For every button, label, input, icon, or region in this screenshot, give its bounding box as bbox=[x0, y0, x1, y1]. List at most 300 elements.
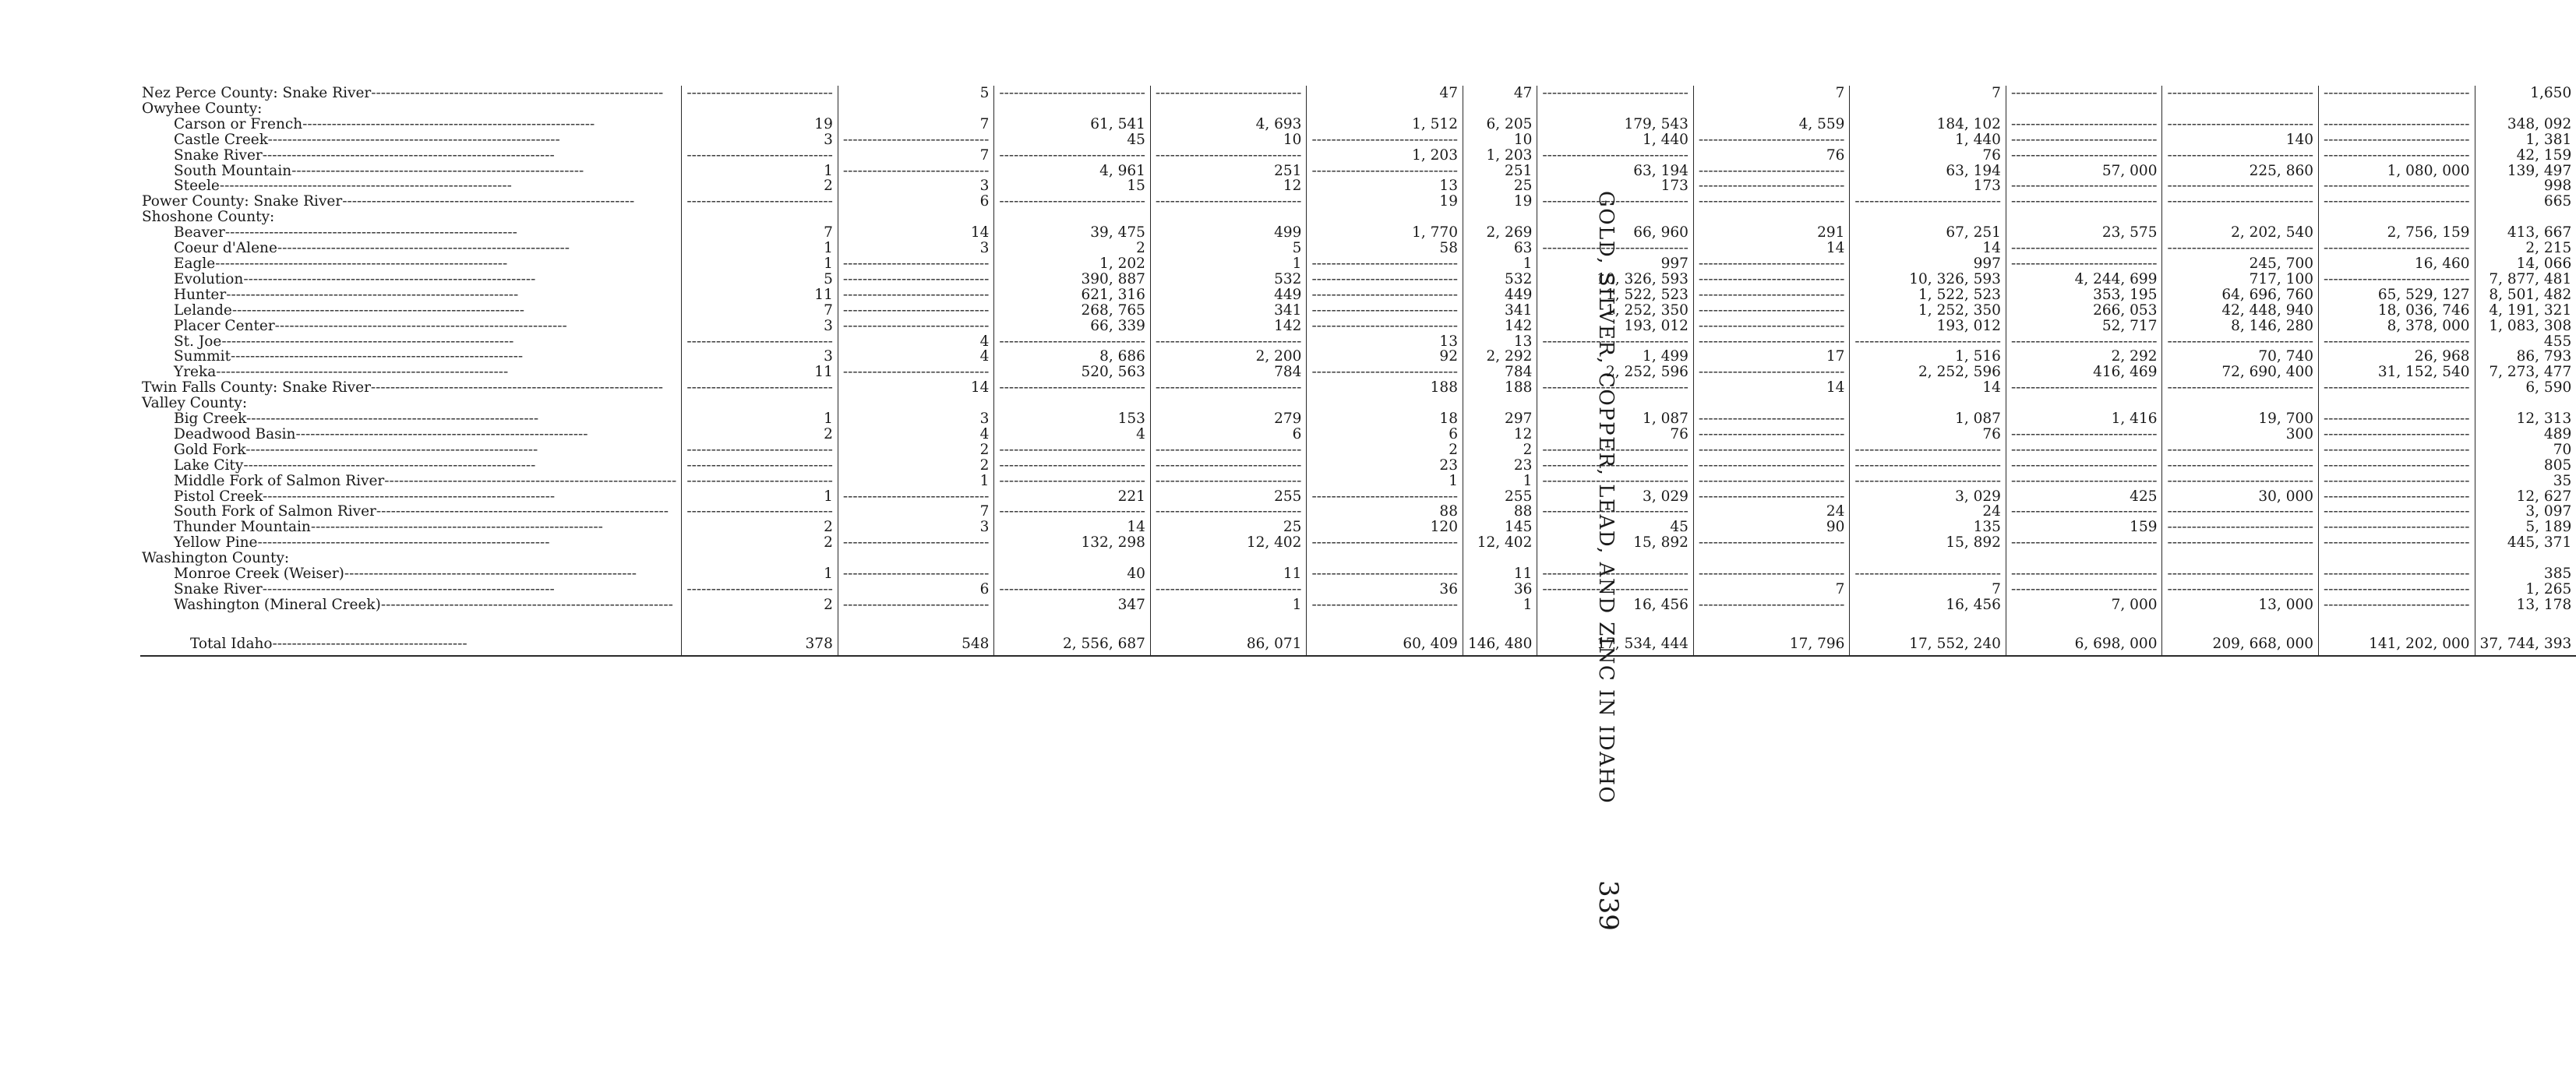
cell-col-9 bbox=[1850, 210, 2006, 225]
row-label-text: Washington (Mineral Creek) bbox=[174, 596, 381, 613]
row-label-text: Gold Fork bbox=[174, 441, 246, 458]
cell-col-7: 173 bbox=[1537, 178, 1694, 194]
cell-col-4: 142 bbox=[1150, 319, 1307, 334]
cell-col-13: 445, 371 bbox=[2475, 535, 2576, 551]
dot-leader: ------------------------------------------------------------ bbox=[226, 286, 519, 303]
cell-col-13: 35 bbox=[2475, 474, 2576, 489]
cell-col-12: 1, 080, 000 bbox=[2319, 164, 2475, 179]
cell-col-12 bbox=[2319, 132, 2475, 148]
county-header-row bbox=[140, 396, 2576, 411]
row-label-text: Snake River bbox=[174, 146, 263, 164]
cell-col-5: 1, 770 bbox=[1307, 225, 1463, 241]
cell-col-2: 14 bbox=[838, 225, 994, 241]
cell-col-6: 341 bbox=[1463, 303, 1537, 319]
row-label bbox=[140, 241, 682, 256]
cell-col-13: 1, 381 bbox=[2475, 132, 2576, 148]
running-title-text: GOLD, SILVER, COPPER, LEAD, AND ZINC IN IDAHO bbox=[1594, 191, 1618, 805]
row-label-text: Twin Falls County: Snake River bbox=[142, 379, 371, 397]
empty-dash: ------------------------------ bbox=[1311, 270, 1458, 287]
empty-dash: ------------------------------ bbox=[1155, 581, 1302, 597]
table-row bbox=[140, 427, 2576, 442]
row-label-text: Eagle bbox=[174, 255, 216, 272]
cell-col-7: 63, 194 bbox=[1537, 164, 1694, 179]
cell-col-4: 449 bbox=[1150, 287, 1307, 303]
cell-col-13: 14, 066 bbox=[2475, 256, 2576, 272]
cell-col-10: 266, 053 bbox=[2006, 303, 2162, 319]
cell-col-11 bbox=[2162, 148, 2319, 164]
cell-col-7 bbox=[1537, 582, 1694, 597]
cell-col-9: 24 bbox=[1850, 504, 2006, 520]
cell-col-6: 1 bbox=[1463, 256, 1537, 272]
cell-col-1 bbox=[682, 380, 838, 396]
cell-col-6: 255 bbox=[1463, 489, 1537, 505]
cell-col-5 bbox=[1307, 272, 1463, 287]
empty-dash: ------------------------------ bbox=[1542, 472, 1689, 489]
cell-col-6: 12, 402 bbox=[1463, 535, 1537, 551]
cell-col-1: 5 bbox=[682, 272, 838, 287]
cell-col-13: 70 bbox=[2475, 442, 2576, 458]
empty-dash: ------------------------------ bbox=[2010, 193, 2158, 210]
cell-col-7: 997 bbox=[1537, 256, 1694, 272]
row-label-text: Big Creek bbox=[174, 411, 247, 428]
cell-col-11 bbox=[2162, 380, 2319, 396]
cell-col-5: 2 bbox=[1307, 442, 1463, 458]
row-label-text: Yreka bbox=[174, 364, 217, 381]
empty-dash: ------------------------------ bbox=[1698, 456, 1845, 474]
cell-col-10: 353, 195 bbox=[2006, 287, 2162, 303]
cell-col-11: 64, 696, 760 bbox=[2162, 287, 2319, 303]
row-label bbox=[140, 210, 682, 225]
empty-dash: ------------------------------ bbox=[999, 85, 1145, 101]
empty-dash: ------------------------------ bbox=[1542, 581, 1689, 597]
cell-col-13: 86, 793 bbox=[2475, 349, 2576, 365]
empty-dash: ------------------------------ bbox=[2167, 581, 2314, 597]
cell-col-8: 4, 559 bbox=[1693, 117, 1850, 132]
row-label bbox=[140, 380, 682, 396]
total-cell-col-9: 17, 552, 240 bbox=[1850, 618, 2006, 656]
cell-col-10 bbox=[2006, 551, 2162, 566]
cell-col-12 bbox=[2319, 241, 2475, 256]
cell-col-5 bbox=[1307, 319, 1463, 334]
cell-col-6: 13 bbox=[1463, 334, 1537, 350]
cell-col-9 bbox=[1850, 474, 2006, 489]
cell-col-13 bbox=[2475, 551, 2576, 566]
cell-col-6: 449 bbox=[1463, 287, 1537, 303]
empty-dash: ------------------------------ bbox=[2324, 240, 2470, 257]
empty-dash: ------------------------------ bbox=[842, 566, 990, 583]
cell-col-5: 120 bbox=[1307, 520, 1463, 535]
cell-col-13: 665 bbox=[2475, 194, 2576, 210]
cell-col-11 bbox=[2162, 535, 2319, 551]
cell-col-6: 188 bbox=[1463, 380, 1537, 396]
empty-dash: ------------------------------ bbox=[1542, 85, 1689, 101]
cell-col-5: 13 bbox=[1307, 334, 1463, 350]
row-label-text: Lake City bbox=[174, 456, 244, 474]
row-label-text: Nez Perce County: Snake River bbox=[142, 85, 372, 101]
empty-dash: ------------------------------ bbox=[1698, 178, 1845, 195]
cell-col-8: 7 bbox=[1693, 86, 1850, 101]
empty-dash: ------------------------------ bbox=[2167, 178, 2314, 195]
empty-dash: ------------------------------ bbox=[2324, 488, 2470, 505]
cell-col-13: 7, 273, 477 bbox=[2475, 365, 2576, 380]
row-label bbox=[140, 504, 682, 520]
cell-col-9: 184, 102 bbox=[1850, 117, 2006, 132]
row-label-text: South Fork of Salmon River bbox=[174, 503, 376, 520]
cell-col-11: 300 bbox=[2162, 427, 2319, 442]
cell-col-1 bbox=[682, 86, 838, 101]
cell-col-10: 416, 469 bbox=[2006, 365, 2162, 380]
cell-col-7 bbox=[1537, 148, 1694, 164]
cell-col-1 bbox=[682, 210, 838, 225]
cell-col-1 bbox=[682, 504, 838, 520]
total-cell-col-13: 37, 744, 393 bbox=[2475, 618, 2576, 656]
cell-col-7: 179, 543 bbox=[1537, 117, 1694, 132]
cell-col-8 bbox=[1693, 210, 1850, 225]
cell-col-1: 11 bbox=[682, 287, 838, 303]
cell-col-4: 10 bbox=[1150, 132, 1307, 148]
dot-leader: ------------------------------------------------------------ bbox=[243, 270, 536, 287]
row-label-text: Coeur d'Alene bbox=[174, 240, 277, 257]
cell-col-8 bbox=[1693, 474, 1850, 489]
cell-col-1 bbox=[682, 442, 838, 458]
dot-leader: ------------------------------------------------------------ bbox=[245, 441, 538, 458]
cell-col-5 bbox=[1307, 164, 1463, 179]
cell-col-3 bbox=[994, 396, 1151, 411]
cell-col-9: 3, 029 bbox=[1850, 489, 2006, 505]
cell-col-12 bbox=[2319, 117, 2475, 132]
cell-col-11 bbox=[2162, 442, 2319, 458]
empty-dash: ------------------------------ bbox=[2324, 441, 2470, 458]
empty-dash: ------------------------------ bbox=[686, 333, 833, 350]
cell-col-9 bbox=[1850, 396, 2006, 411]
empty-dash: ------------------------------ bbox=[1542, 333, 1689, 350]
empty-dash: ------------------------------ bbox=[1542, 193, 1689, 210]
row-label bbox=[140, 582, 682, 597]
empty-dash: ------------------------------ bbox=[2324, 581, 2470, 597]
cell-col-4 bbox=[1150, 334, 1307, 350]
cell-col-3 bbox=[994, 504, 1151, 520]
row-label-text: South Mountain bbox=[174, 162, 292, 179]
cell-col-1 bbox=[682, 396, 838, 411]
cell-col-10 bbox=[2006, 380, 2162, 396]
cell-col-1: 7 bbox=[682, 303, 838, 319]
cell-col-11: 2, 202, 540 bbox=[2162, 225, 2319, 241]
cell-col-13: 8, 501, 482 bbox=[2475, 287, 2576, 303]
cell-col-8 bbox=[1693, 256, 1850, 272]
cell-col-13: 12, 313 bbox=[2475, 411, 2576, 427]
cell-col-1: 1 bbox=[682, 411, 838, 427]
cell-col-11 bbox=[2162, 194, 2319, 210]
dot-leader: ------------------------------------------------------------ bbox=[221, 333, 514, 350]
empty-dash: ------------------------------ bbox=[1311, 162, 1458, 179]
row-label bbox=[140, 148, 682, 164]
empty-dash: ------------------------------ bbox=[1698, 411, 1845, 428]
cell-col-1 bbox=[682, 334, 838, 350]
row-label-text: Castle Creek bbox=[174, 131, 268, 148]
page-number-text: 339 bbox=[1593, 880, 1624, 931]
cell-col-10 bbox=[2006, 86, 2162, 101]
empty-dash: ------------------------------ bbox=[999, 441, 1145, 458]
total-cell-col-10: 6, 698, 000 bbox=[2006, 618, 2162, 656]
row-label bbox=[140, 566, 682, 582]
cell-col-5: 6 bbox=[1307, 427, 1463, 442]
cell-col-13 bbox=[2475, 101, 2576, 117]
cell-col-3 bbox=[994, 148, 1151, 164]
cell-col-9: 76 bbox=[1850, 148, 2006, 164]
cell-col-3: 15 bbox=[994, 178, 1151, 194]
cell-col-3: 61, 541 bbox=[994, 117, 1151, 132]
row-label-text: Valley County: bbox=[142, 395, 248, 412]
empty-dash: ------------------------------ bbox=[2324, 193, 2470, 210]
cell-col-9: 1, 516 bbox=[1850, 349, 2006, 365]
empty-dash: ------------------------------ bbox=[1155, 472, 1302, 489]
cell-col-5 bbox=[1307, 566, 1463, 582]
cell-col-1 bbox=[682, 582, 838, 597]
empty-dash: ------------------------------ bbox=[1698, 596, 1845, 613]
cell-col-5 bbox=[1307, 489, 1463, 505]
cell-col-1 bbox=[682, 551, 838, 566]
row-label bbox=[140, 427, 682, 442]
cell-col-2: 7 bbox=[838, 117, 994, 132]
row-label-text: Thunder Mountain bbox=[174, 519, 311, 536]
cell-col-9: 193, 012 bbox=[1850, 319, 2006, 334]
row-label bbox=[140, 303, 682, 319]
cell-col-11 bbox=[2162, 210, 2319, 225]
cell-col-13: 7, 877, 481 bbox=[2475, 272, 2576, 287]
cell-col-8: 17 bbox=[1693, 349, 1850, 365]
dot-leader: ------------------------------------------------------------ bbox=[370, 379, 663, 397]
empty-dash: ------------------------------ bbox=[1698, 270, 1845, 287]
empty-dash: ------------------------------ bbox=[2167, 193, 2314, 210]
cell-col-2 bbox=[838, 210, 994, 225]
empty-dash: ------------------------------ bbox=[2324, 534, 2470, 552]
table-row bbox=[140, 178, 2576, 194]
cell-col-1: 2 bbox=[682, 535, 838, 551]
cell-col-12 bbox=[2319, 396, 2475, 411]
cell-col-3: 390, 887 bbox=[994, 272, 1151, 287]
cell-col-11 bbox=[2162, 551, 2319, 566]
cell-col-8 bbox=[1693, 535, 1850, 551]
empty-dash: ------------------------------ bbox=[2010, 333, 2158, 350]
dot-leader: ------------------------------------------------------------ bbox=[344, 566, 637, 583]
cell-col-3: 268, 765 bbox=[994, 303, 1151, 319]
cell-col-7: 16, 456 bbox=[1537, 597, 1694, 613]
cell-col-4 bbox=[1150, 504, 1307, 520]
row-label bbox=[140, 287, 682, 303]
cell-col-5: 88 bbox=[1307, 504, 1463, 520]
empty-dash: ------------------------------ bbox=[1155, 333, 1302, 350]
empty-dash: ------------------------------ bbox=[2167, 379, 2314, 397]
row-label bbox=[140, 132, 682, 148]
empty-dash: ------------------------------ bbox=[842, 488, 990, 505]
row-label-text: Placer Center bbox=[174, 317, 275, 334]
cell-col-7 bbox=[1537, 194, 1694, 210]
row-label bbox=[140, 365, 682, 380]
cell-col-7: 1, 499 bbox=[1537, 349, 1694, 365]
table-row bbox=[140, 225, 2576, 241]
cell-col-10: 159 bbox=[2006, 520, 2162, 535]
cell-col-2 bbox=[838, 535, 994, 551]
cell-col-6: 36 bbox=[1463, 582, 1537, 597]
cell-col-13: 805 bbox=[2475, 458, 2576, 474]
cell-col-2: 3 bbox=[838, 520, 994, 535]
empty-dash: ------------------------------ bbox=[842, 270, 990, 287]
cell-col-1 bbox=[682, 474, 838, 489]
cell-col-10 bbox=[2006, 458, 2162, 474]
empty-dash: ------------------------------ bbox=[2010, 441, 2158, 458]
dot-leader: ------------------------------------------------------------ bbox=[310, 519, 603, 536]
cell-col-11 bbox=[2162, 520, 2319, 535]
cell-col-9: 1, 252, 350 bbox=[1850, 303, 2006, 319]
cell-col-3: 8, 686 bbox=[994, 349, 1151, 365]
cell-col-7: 15, 892 bbox=[1537, 535, 1694, 551]
row-label-text: Evolution bbox=[174, 270, 244, 287]
cell-col-8 bbox=[1693, 566, 1850, 582]
empty-dash: ------------------------------ bbox=[1854, 456, 2001, 474]
empty-dash: ------------------------------ bbox=[2167, 333, 2314, 350]
cell-col-13: 998 bbox=[2475, 178, 2576, 194]
cell-col-9: 76 bbox=[1850, 427, 2006, 442]
cell-col-4: 4, 693 bbox=[1150, 117, 1307, 132]
dot-leader: ------------------------------------------------------------ bbox=[274, 317, 567, 334]
cell-col-7: 3, 029 bbox=[1537, 489, 1694, 505]
cell-col-3 bbox=[994, 458, 1151, 474]
table-row bbox=[140, 164, 2576, 179]
cell-col-10 bbox=[2006, 396, 2162, 411]
cell-col-12 bbox=[2319, 210, 2475, 225]
empty-dash: ------------------------------ bbox=[686, 146, 833, 164]
cell-col-10 bbox=[2006, 334, 2162, 350]
cell-col-7: 193, 012 bbox=[1537, 319, 1694, 334]
cell-col-2 bbox=[838, 132, 994, 148]
cell-col-9: 1, 440 bbox=[1850, 132, 2006, 148]
empty-dash: ------------------------------ bbox=[999, 379, 1145, 397]
cell-col-3 bbox=[994, 551, 1151, 566]
cell-col-5: 18 bbox=[1307, 411, 1463, 427]
cell-col-8: 14 bbox=[1693, 241, 1850, 256]
empty-dash: ------------------------------ bbox=[1854, 193, 2001, 210]
cell-col-6: 297 bbox=[1463, 411, 1537, 427]
cell-col-3 bbox=[994, 101, 1151, 117]
cell-col-6: 145 bbox=[1463, 520, 1537, 535]
empty-dash: ------------------------------ bbox=[842, 534, 990, 552]
empty-dash: ------------------------------ bbox=[1311, 255, 1458, 272]
cell-col-4 bbox=[1150, 458, 1307, 474]
empty-dash: ------------------------------ bbox=[999, 472, 1145, 489]
cell-col-12 bbox=[2319, 582, 2475, 597]
cell-col-3: 132, 298 bbox=[994, 535, 1151, 551]
cell-col-8 bbox=[1693, 272, 1850, 287]
row-label-text: Middle Fork of Salmon River bbox=[174, 472, 385, 489]
total-cell-col-11: 209, 668, 000 bbox=[2162, 618, 2319, 656]
table-row bbox=[140, 349, 2576, 365]
cell-col-12: 18, 036, 746 bbox=[2319, 303, 2475, 319]
empty-dash: ------------------------------ bbox=[1155, 146, 1302, 164]
cell-col-11 bbox=[2162, 178, 2319, 194]
cell-col-11: 140 bbox=[2162, 132, 2319, 148]
dot-leader: ------------------------------------------------------------ bbox=[257, 534, 550, 552]
empty-dash: ------------------------------ bbox=[1698, 317, 1845, 334]
cell-col-10 bbox=[2006, 117, 2162, 132]
row-label bbox=[140, 520, 682, 535]
empty-dash: ------------------------------ bbox=[1698, 162, 1845, 179]
cell-col-11: 245, 700 bbox=[2162, 256, 2319, 272]
cell-col-10: 425 bbox=[2006, 489, 2162, 505]
row-label bbox=[140, 458, 682, 474]
cell-col-2 bbox=[838, 303, 994, 319]
cell-col-4: 251 bbox=[1150, 164, 1307, 179]
empty-dash: ------------------------------ bbox=[1311, 364, 1458, 381]
dot-leader: ------------------------------------------------------------ bbox=[243, 456, 536, 474]
row-label-text: Yellow Pine bbox=[174, 534, 258, 552]
row-label bbox=[140, 535, 682, 551]
empty-dash: ------------------------------ bbox=[1311, 534, 1458, 552]
empty-dash: ------------------------------ bbox=[1698, 286, 1845, 303]
cell-col-11: 42, 448, 940 bbox=[2162, 303, 2319, 319]
cell-col-2: 3 bbox=[838, 411, 994, 427]
cell-col-10 bbox=[2006, 148, 2162, 164]
cell-col-7 bbox=[1537, 504, 1694, 520]
empty-dash: ------------------------------ bbox=[2167, 472, 2314, 489]
empty-dash: ------------------------------ bbox=[2167, 115, 2314, 132]
cell-col-8 bbox=[1693, 551, 1850, 566]
empty-dash: ------------------------------ bbox=[1698, 488, 1845, 505]
cell-col-3: 520, 563 bbox=[994, 365, 1151, 380]
cell-col-7: 1, 440 bbox=[1537, 132, 1694, 148]
cell-col-4: 255 bbox=[1150, 489, 1307, 505]
cell-col-2: 7 bbox=[838, 504, 994, 520]
cell-col-13: 42, 159 bbox=[2475, 148, 2576, 164]
cell-col-5 bbox=[1307, 256, 1463, 272]
row-label bbox=[140, 597, 682, 613]
cell-col-3 bbox=[994, 210, 1151, 225]
empty-dash: ------------------------------ bbox=[2324, 456, 2470, 474]
total-cell-col-1: 378 bbox=[682, 618, 838, 656]
cell-col-4 bbox=[1150, 194, 1307, 210]
cell-col-7 bbox=[1537, 474, 1694, 489]
cell-col-4: 532 bbox=[1150, 272, 1307, 287]
empty-dash: ------------------------------ bbox=[2324, 85, 2470, 101]
empty-dash: ------------------------------ bbox=[2167, 240, 2314, 257]
county-header-row bbox=[140, 210, 2576, 225]
empty-dash: ------------------------------ bbox=[1311, 566, 1458, 583]
empty-dash: ------------------------------ bbox=[2324, 472, 2470, 489]
table-row bbox=[140, 458, 2576, 474]
cell-col-8 bbox=[1693, 365, 1850, 380]
county-header-row bbox=[140, 101, 2576, 117]
cell-col-1: 2 bbox=[682, 597, 838, 613]
cell-col-9: 7 bbox=[1850, 86, 2006, 101]
cell-col-13: 385 bbox=[2475, 566, 2576, 582]
empty-dash: ------------------------------ bbox=[2010, 472, 2158, 489]
cell-col-11 bbox=[2162, 504, 2319, 520]
cell-col-9 bbox=[1850, 458, 2006, 474]
cell-col-1: 1 bbox=[682, 164, 838, 179]
cell-col-9 bbox=[1850, 442, 2006, 458]
empty-dash: ------------------------------ bbox=[2324, 519, 2470, 536]
total-cell-col-5: 60, 409 bbox=[1307, 618, 1463, 656]
cell-col-10: 4, 244, 699 bbox=[2006, 272, 2162, 287]
table-row bbox=[140, 117, 2576, 132]
cell-col-12 bbox=[2319, 458, 2475, 474]
empty-dash: ------------------------------ bbox=[1542, 240, 1689, 257]
row-label bbox=[140, 164, 682, 179]
cell-col-5: 19 bbox=[1307, 194, 1463, 210]
row-label bbox=[140, 319, 682, 334]
cell-col-1: 19 bbox=[682, 117, 838, 132]
cell-col-6: 784 bbox=[1463, 365, 1537, 380]
empty-dash: ------------------------------ bbox=[1854, 333, 2001, 350]
